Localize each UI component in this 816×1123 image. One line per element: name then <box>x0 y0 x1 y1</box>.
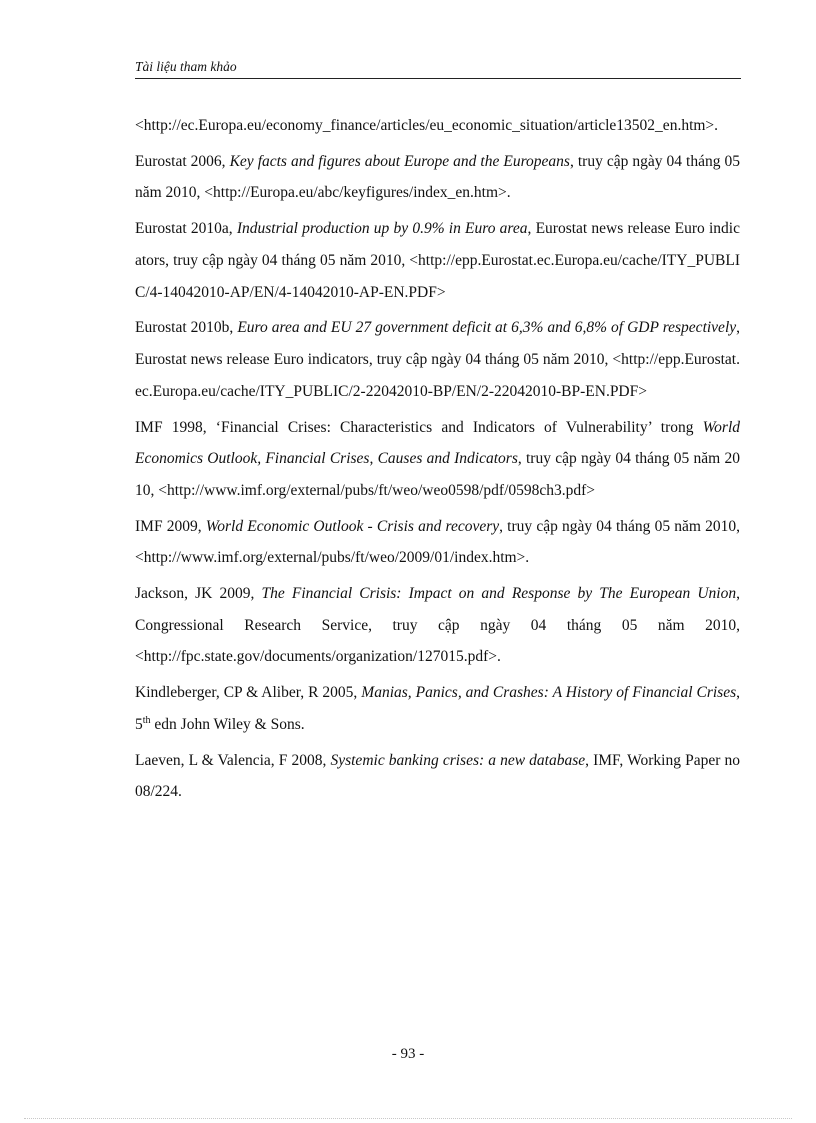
reference-tail: <http://ec.Europa.eu/economy_finance/articles/eu_economic_situation/article13502_en.htm>. <box>135 117 719 134</box>
running-header <box>135 56 741 79</box>
reference-tail: , Eurostat news release Euro indicators, truy cập ngày 04 tháng 05 năm 2010, <http://epp.Eurostat.ec.Europa.eu/cache/ITY_PUBLIC/2-22042010-BP/EN/2-22042010-BP-EN.PDF> <box>135 319 740 400</box>
page-edge-divider <box>24 1118 792 1119</box>
reference-lead: Eurostat 2006, <box>135 152 230 170</box>
reference-lead: Laeven, L & Valencia, F 2008, <box>135 751 331 769</box>
reference-tail: , truy cập ngày 04 tháng 05 năm 2010, <http://www.imf.org/external/pubs/ft/weo/weo0598/pdf/0598ch3.pdf> <box>135 450 740 499</box>
reference-item <box>135 312 740 407</box>
reference-item <box>135 412 740 507</box>
page-number: - 93 - <box>391 1046 425 1062</box>
reference-lead: Eurostat 2010a, <box>135 220 237 238</box>
reference-item <box>135 110 740 142</box>
reference-item <box>135 578 740 673</box>
reference-item <box>135 146 740 209</box>
reference-tail: , IMF, Working Paper no 08/224. <box>135 751 740 801</box>
reference-list <box>135 110 740 812</box>
reference-title: World Economics Outlook, Financial Crises, Causes and Indicators <box>135 418 740 468</box>
reference-title: Key facts and figures about Europe and the Europeans <box>229 152 570 170</box>
reference-item <box>135 511 740 574</box>
reference-title: World Economic Outlook - Crisis and recovery <box>205 517 500 535</box>
reference-title: Systemic banking crises: a new database <box>330 751 586 769</box>
reference-lead: IMF 1998, ‘Financial Crises: Characteristics and Indicators of Vulnerability’ trong <box>135 418 703 436</box>
reference-tail: , truy cập ngày 04 tháng 05 năm 2010, <http://Europa.eu/abc/keyfigures/index_en.htm>. <box>135 152 740 202</box>
reference-tail: , Eurostat news release Euro indicators, truy cập ngày 04 tháng 05 năm 2010, <http://epp.Eurostat.ec.Europa.eu/cache/ITY_PUBLIC/4-14042010-AP/EN/4-14042010-AP-EN.PDF> <box>135 220 740 301</box>
reference-title: Manias, Panics, and Crashes: A History of Financial Crises <box>361 684 737 702</box>
reference-item <box>135 745 740 808</box>
reference-tail: , Congressional Research Service, truy cập ngày 04 tháng 05 năm 2010, <http://fpc.state.gov/documents/organization/127015.pdf>. <box>135 585 740 666</box>
reference-tail-2: edn John Wiley & Sons. <box>150 715 305 733</box>
reference-lead: Eurostat 2010b, <box>135 319 238 337</box>
reference-title: Industrial production up by 0.9% in Euro area <box>236 220 528 238</box>
header-title: Tài liệu tham khảo <box>135 59 237 74</box>
reference-lead: Kindleberger, CP & Aliber, R 2005, <box>135 684 362 702</box>
edition-superscript: th <box>142 714 151 726</box>
reference-title: Euro area and EU 27 government deficit at 6,3% and 6,8% of GDP respectively <box>237 319 737 337</box>
reference-tail: , truy cập ngày 04 tháng 05 năm 2010, <http://www.imf.org/external/pubs/ft/weo/2009/01/index.htm>. <box>135 517 740 567</box>
reference-item <box>135 677 740 740</box>
reference-tail: , 5 <box>135 684 740 733</box>
reference-lead: IMF 2009, <box>135 517 206 535</box>
reference-lead: Jackson, JK 2009, <box>135 585 262 603</box>
reference-item <box>135 213 740 308</box>
reference-title: The Financial Crisis: Impact on and Response by The European Union <box>261 585 737 603</box>
